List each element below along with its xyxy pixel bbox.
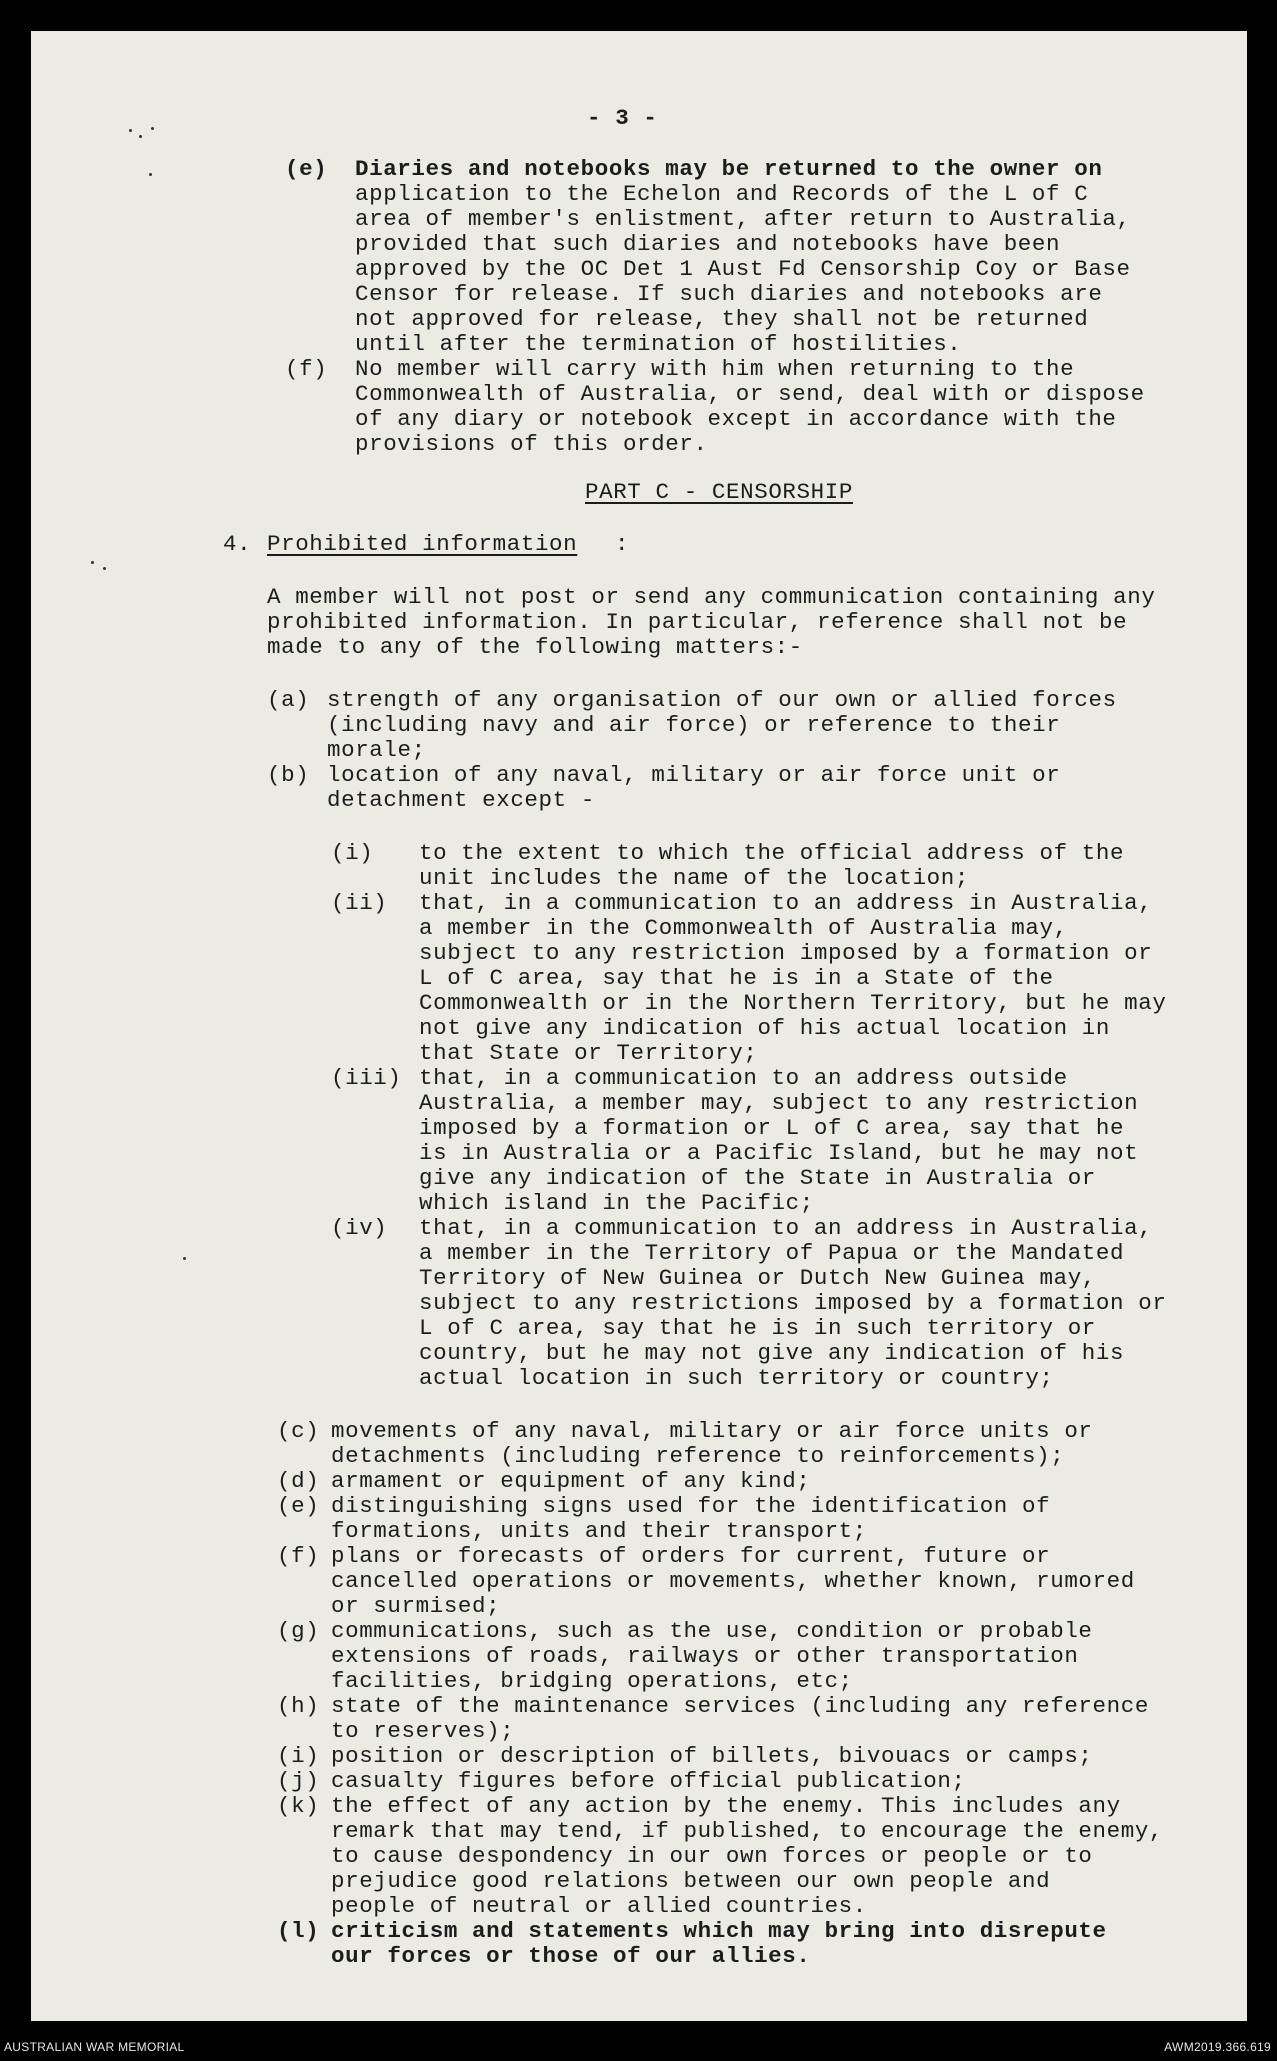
intro-line: made to any of the following matters:- <box>267 634 803 660</box>
item-text-line: approved by the OC Det 1 Aust Fd Censorship Coy or Base <box>355 256 1131 282</box>
item-text-line: extensions of roads, railways or other transportation <box>331 1643 1079 1669</box>
subitem-text-line: give any indication of the State in Australia or <box>419 1165 1096 1191</box>
subitem-text-line: Commonwealth or in the Northern Territory, but he may <box>419 990 1167 1016</box>
item-text-line: area of member's enlistment, after return to Australia, <box>355 206 1131 232</box>
paper-speck <box>103 567 106 570</box>
paper-speck <box>151 127 154 130</box>
item-text-line: to cause despondency in our own forces or people or to <box>331 1843 1093 1869</box>
item-label: (b) <box>267 762 310 788</box>
subitem-label: (iv) <box>331 1215 388 1241</box>
paper-speck <box>129 129 132 132</box>
item-label: (i) <box>277 1743 320 1769</box>
footer-credit: AUSTRALIAN WAR MEMORIAL <box>4 2040 185 2054</box>
subitem-label: (ii) <box>331 890 388 916</box>
item-label: (c) <box>277 1418 320 1444</box>
item-text-line: remark that may tend, if published, to encourage the enemy, <box>331 1818 1164 1844</box>
item-text-line: criticism and statements which may bring into disrepute <box>331 1918 1107 1944</box>
item-text-line: not approved for release, they shall not be returned <box>355 306 1089 332</box>
item-text-line: detachment except - <box>327 787 595 813</box>
subitem-text-line: a member in the Commonwealth of Australia may, <box>419 915 1068 941</box>
subitem-text-line: which island in the Pacific; <box>419 1190 814 1216</box>
document-page <box>31 31 1247 2021</box>
section-title: Prohibited information <box>267 531 578 557</box>
item-text-line: Censor for release. If such diaries and notebooks are <box>355 281 1103 307</box>
item-label: (l) <box>277 1918 320 1944</box>
subitem-text-line: subject to any restrictions imposed by a formation or <box>419 1290 1167 1316</box>
item-text-line: detachments (including reference to reinforcements); <box>331 1443 1065 1469</box>
subitem-text-line: that, in a communication to an address in Australia, <box>419 1215 1153 1241</box>
item-label: (j) <box>277 1768 320 1794</box>
section-title-colon: : <box>615 531 630 557</box>
item-text-line: provisions of this order. <box>355 431 708 457</box>
paper-speck <box>183 1257 186 1260</box>
subitem-text-line: country, but he may not give any indication of his <box>419 1340 1125 1366</box>
part-heading: PART C - CENSORSHIP <box>585 479 853 505</box>
item-label: (g) <box>277 1618 320 1644</box>
item-text-line: casualty figures before official publication; <box>331 1768 966 1794</box>
item-text-line: people of neutral or allied countries. <box>331 1893 867 1919</box>
item-text-line: cancelled operations or movements, whether known, rumored <box>331 1568 1135 1594</box>
item-text-line: location of any naval, military or air force unit or <box>327 762 1061 788</box>
subitem-text-line: not give any indication of his actual location in <box>419 1015 1111 1041</box>
item-text-line: formations, units and their transport; <box>331 1518 867 1544</box>
item-text-line: movements of any naval, military or air force units or <box>331 1418 1093 1444</box>
item-text-line: Commonwealth of Australia, or send, deal with or dispose <box>355 381 1145 407</box>
item-text-line: the effect of any action by the enemy. This includes any <box>331 1793 1121 1819</box>
item-text-line: application to the Echelon and Records of the L of C <box>355 181 1089 207</box>
subitem-label: (i) <box>331 840 374 866</box>
paper-speck <box>139 135 142 138</box>
paper-speck <box>91 561 94 564</box>
item-text-line: or surmised; <box>331 1593 501 1619</box>
item-text-line: of any diary or notebook except in accordance with the <box>355 406 1117 432</box>
item-label: (e) <box>277 1493 320 1519</box>
item-label: (a) <box>267 687 310 713</box>
subitem-text-line: that, in a communication to an address outside <box>419 1065 1068 1091</box>
item-text-line: communications, such as the use, condition or probable <box>331 1618 1093 1644</box>
subitem-text-line: Territory of New Guinea or Dutch New Guinea may, <box>419 1265 1096 1291</box>
subitem-text-line: imposed by a formation or L of C area, say that he <box>419 1115 1125 1141</box>
item-text-line: provided that such diaries and notebooks have been <box>355 231 1061 257</box>
subitem-text-line: L of C area, say that he is in such territory or <box>419 1315 1096 1341</box>
item-text-line: position or description of billets, bivouacs or camps; <box>331 1743 1093 1769</box>
item-text-line: No member will carry with him when returning to the <box>355 356 1075 382</box>
item-label: (d) <box>277 1468 320 1494</box>
item-label: (f) <box>277 1543 320 1569</box>
item-label: (e) <box>285 156 328 182</box>
subitem-text-line: that, in a communication to an address in Australia, <box>419 890 1153 916</box>
subitem-text-line: is in Australia or a Pacific Island, but he may not <box>419 1140 1139 1166</box>
item-text-line: armament or equipment of any kind; <box>331 1468 811 1494</box>
section-number: 4. <box>223 531 252 557</box>
subitem-text-line: a member in the Territory of Papua or the Mandated <box>419 1240 1125 1266</box>
item-text-line: state of the maintenance services (including any reference <box>331 1693 1149 1719</box>
subitem-text-line: Australia, a member may, subject to any restriction <box>419 1090 1139 1116</box>
paper-speck <box>149 173 152 176</box>
subitem-text-line: actual location in such territory or country; <box>419 1365 1054 1391</box>
item-label: (h) <box>277 1693 320 1719</box>
item-label: (f) <box>285 356 328 382</box>
subitem-text-line: L of C area, say that he is in a State of the <box>419 965 1054 991</box>
subitem-text-line: that State or Territory; <box>419 1040 758 1066</box>
page-number: - 3 - <box>587 105 658 131</box>
item-text-line: prejudice good relations between our own people and <box>331 1868 1051 1894</box>
item-text-line: our forces or those of our allies. <box>331 1943 811 1969</box>
subitem-label: (iii) <box>331 1065 402 1091</box>
footer-accession-number: AWM2019.366.619 <box>1164 2040 1271 2054</box>
item-text-line: strength of any organisation of our own or allied forces <box>327 687 1117 713</box>
item-text-line: distinguishing signs used for the identification of <box>331 1493 1051 1519</box>
subitem-text-line: to the extent to which the official address of the <box>419 840 1125 866</box>
item-text-line: facilities, bridging operations, etc; <box>331 1668 853 1694</box>
item-text-line: to reserves); <box>331 1718 515 1744</box>
intro-line: A member will not post or send any communication containing any <box>267 584 1156 610</box>
item-label: (k) <box>277 1793 320 1819</box>
item-text-line: until after the termination of hostilities. <box>355 331 962 357</box>
item-text-line: plans or forecasts of orders for current, future or <box>331 1543 1051 1569</box>
subitem-text-line: unit includes the name of the location; <box>419 865 969 891</box>
intro-line: prohibited information. In particular, reference shall not be <box>267 609 1128 635</box>
item-text-line: Diaries and notebooks may be returned to the owner on <box>355 156 1103 182</box>
subitem-text-line: subject to any restriction imposed by a formation or <box>419 940 1153 966</box>
item-text-line: (including navy and air force) or reference to their <box>327 712 1061 738</box>
item-text-line: morale; <box>327 737 426 763</box>
